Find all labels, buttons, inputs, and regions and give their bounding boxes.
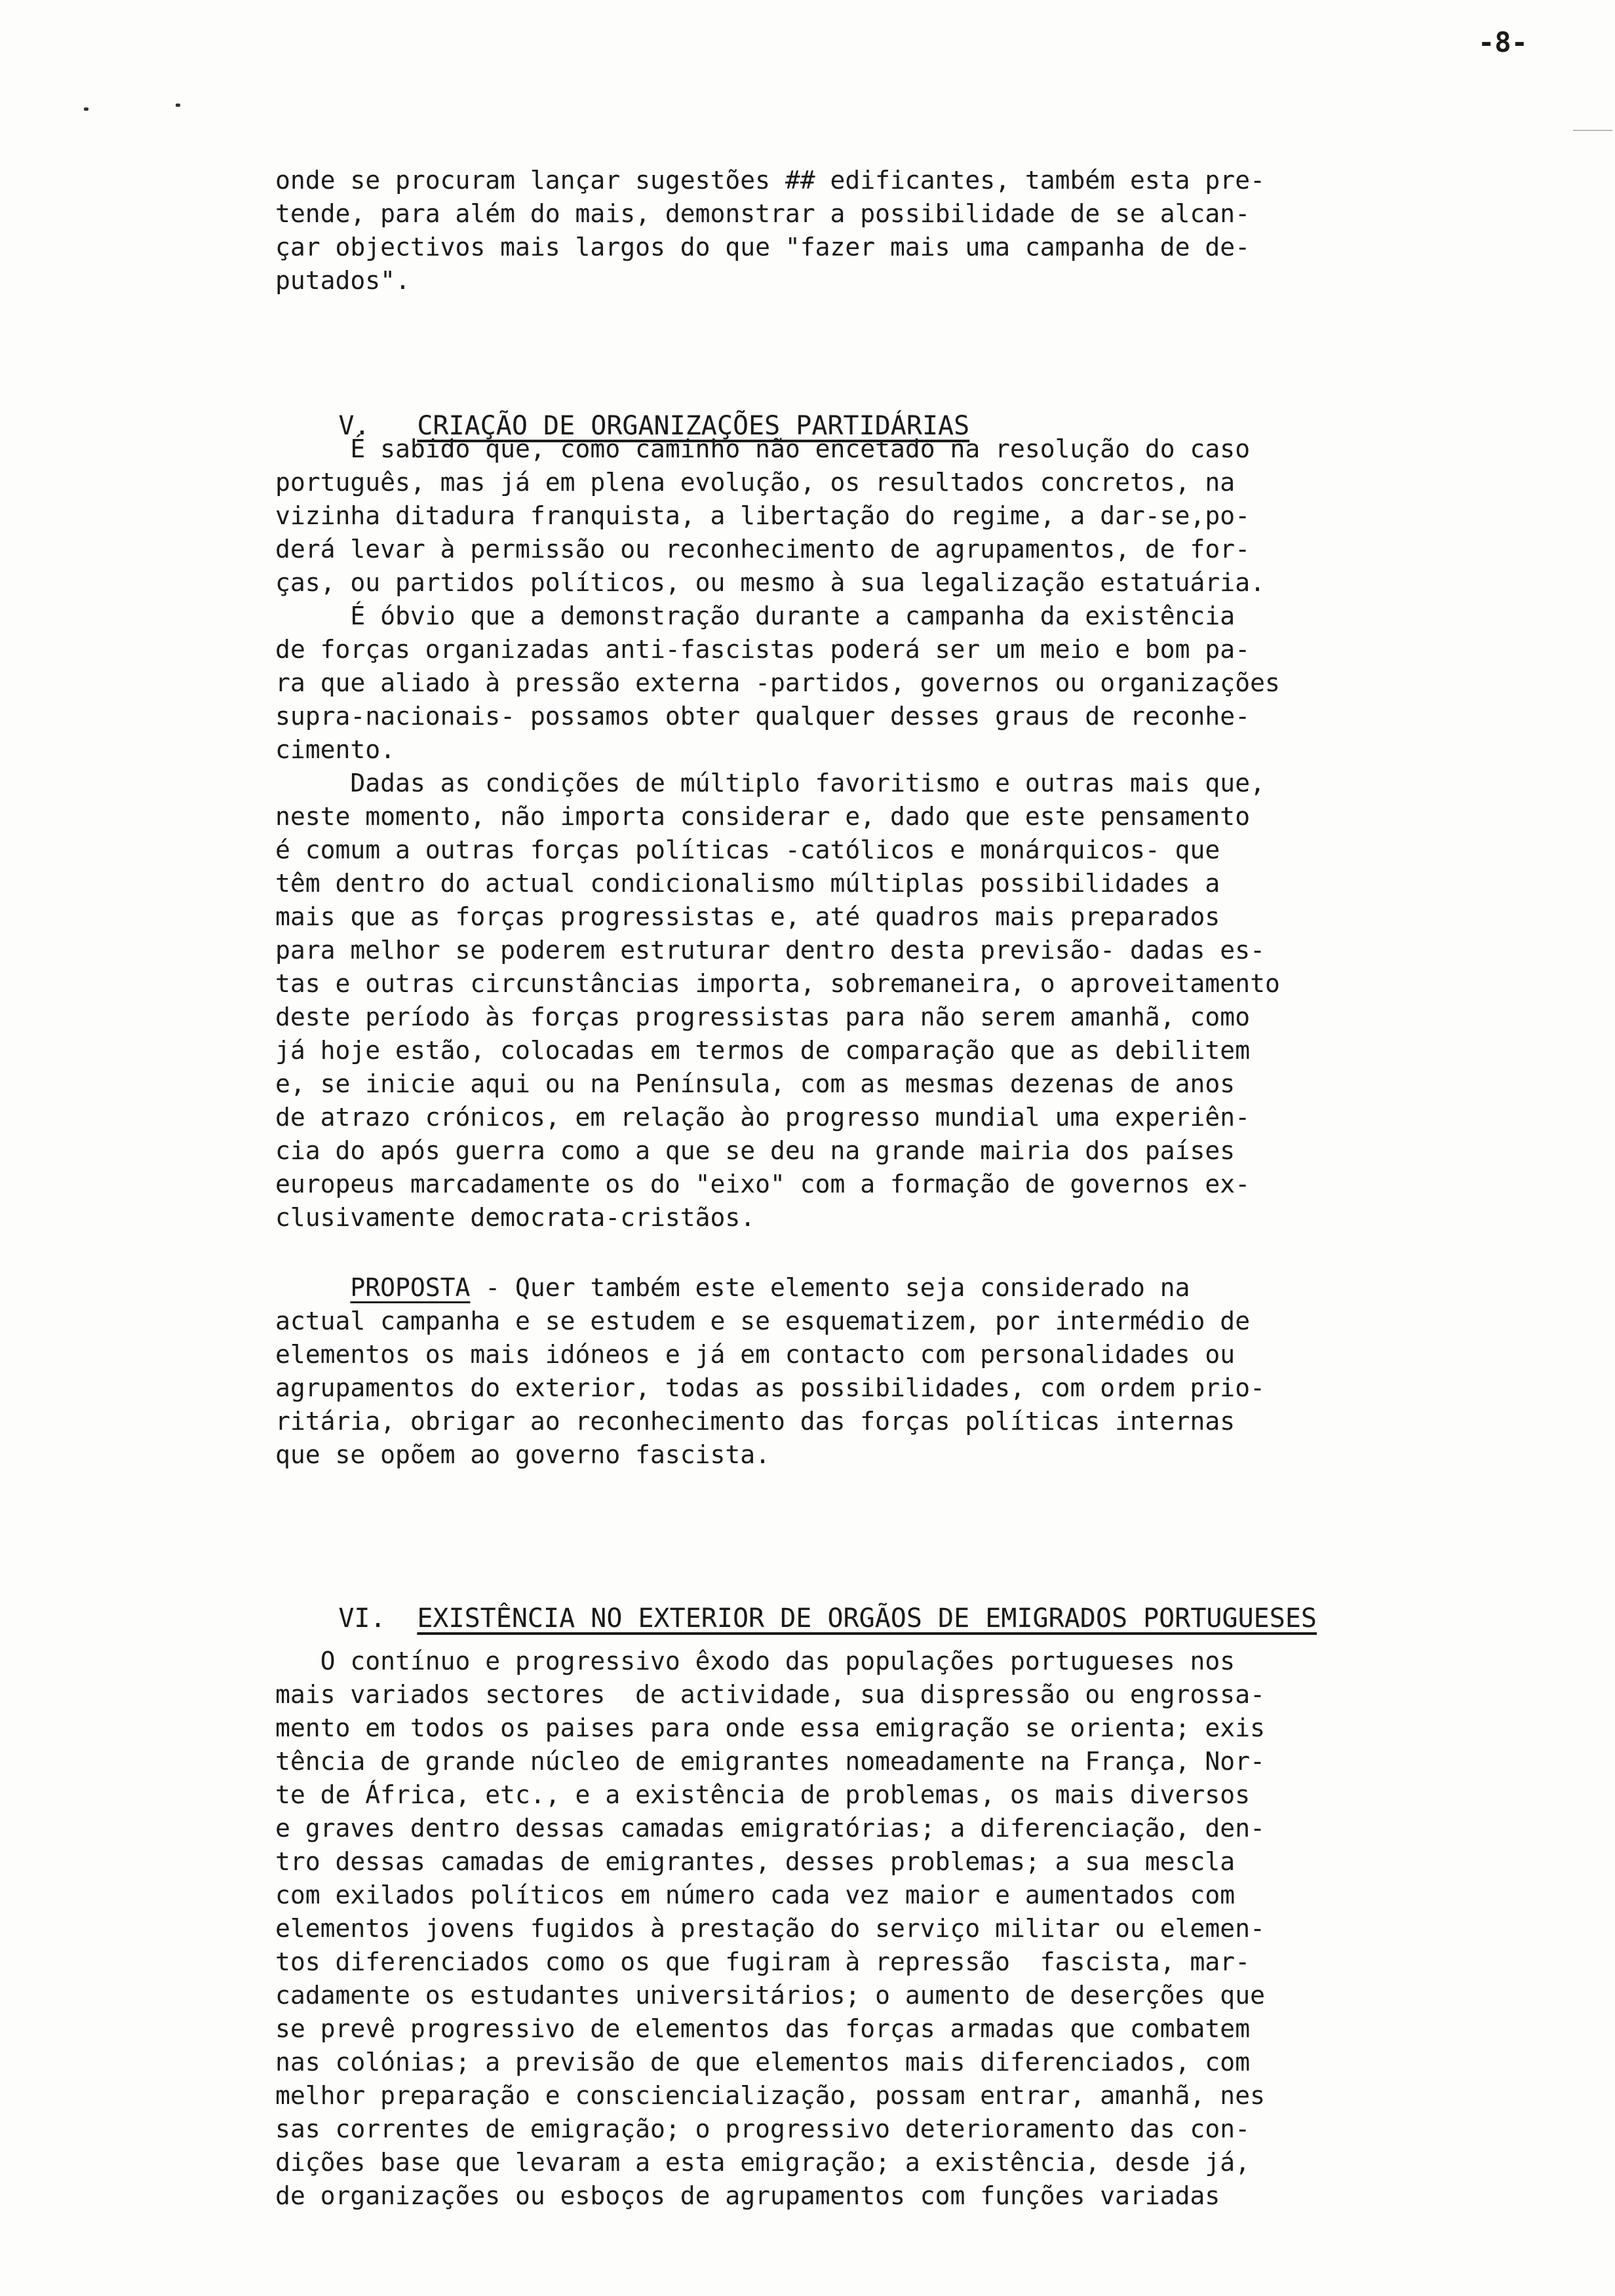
text-line: Dadas as condições de múltiplo favoritismo e outras mais que,	[275, 769, 1265, 797]
text-line: neste momento, não importa considerar e, dado que este pensamento	[275, 802, 1251, 831]
text-line: português, mas já em plena evolução, os resultados concretos, na	[275, 468, 1236, 497]
text-line: europeus marcadamente os do "eixo" com a formação de governos ex-	[275, 1170, 1251, 1198]
text-line: para melhor se poderem estruturar dentro desta previsão- dadas es-	[275, 936, 1265, 965]
text-line: tência de grande núcleo de emigrantes nomeadamente na França, Nor-	[275, 1747, 1265, 1776]
intro-paragraph	[275, 164, 1612, 297]
text-line: e graves dentro dessas camadas emigratórias; a diferenciação, den-	[275, 1814, 1265, 1843]
text-line: tende, para além do mais, demonstrar a possibilidade de se alcan-	[275, 199, 1251, 228]
proposta-paragraph	[275, 1271, 1612, 1472]
text-line: cia do após guerra como a que se deu na grande mairia dos países	[275, 1136, 1236, 1165]
section-title: EXISTÊNCIA NO EXTERIOR DE ORGÃOS DE EMIGRADOS PORTUGUESES	[417, 1603, 1317, 1634]
text-line: derá levar à permissão ou reconhecimento de agrupamentos, de for-	[275, 535, 1251, 564]
text-line: O contínuo e progressivo êxodo das populações portugueses nos	[275, 1647, 1236, 1675]
text-line: ritária, obrigar ao reconhecimento das forças políticas internas	[275, 1407, 1236, 1436]
section-heading-vi	[275, 1559, 1317, 1634]
text-line: ças, ou partidos políticos, ou mesmo à sua legalização estatuária.	[275, 568, 1265, 597]
text-line	[275, 1271, 1612, 1305]
text-line: É óbvio que a demonstração durante a campanha da existência	[275, 602, 1236, 630]
text-line: de forças organizadas anti-fascistas poderá ser um meio e bom pa-	[275, 635, 1251, 664]
text-line: tro dessas camadas de emigrantes, desses problemas; a sua mescla	[275, 1847, 1236, 1876]
text-line: dições base que levaram a esta emigração; a existência, desde já,	[275, 2148, 1251, 2177]
text-line: ra que aliado à pressão externa -partidos, governos ou organizações	[275, 668, 1280, 697]
proposta-label: PROPOSTA	[350, 1273, 471, 1302]
text-line: elementos os mais idóneos e já em contacto com personalidades ou	[275, 1340, 1236, 1369]
text-line: tos diferenciados como os que fugiram à repressão fascista, mar-	[275, 1947, 1251, 1976]
text-line: que se opõem ao governo fascista.	[275, 1440, 770, 1469]
text-line: e, se inicie aqui ou na Península, com as mesmas dezenas de anos	[275, 1069, 1236, 1098]
text-line: deste período às forças progressistas para não serem amanhã, como	[275, 1003, 1251, 1031]
text-line: elementos jovens fugidos à prestação do serviço militar ou elemen-	[275, 1914, 1265, 1943]
text-line: actual campanha e se estudem e se esquematizem, por intermédio de	[275, 1307, 1251, 1335]
text-line: clusivamente democrata-cristãos.	[275, 1203, 756, 1232]
text-line: têm dentro do actual condicionalismo múltiplas possibilidades a	[275, 869, 1220, 898]
section-vi-body	[275, 1645, 1612, 2213]
text-line: putados".	[275, 266, 410, 295]
scan-speck	[84, 107, 88, 111]
text-line: tas e outras circunstâncias importa, sobremaneira, o aproveitamento	[275, 969, 1280, 998]
text-line: com exilados políticos em número cada vez maior e aumentados com	[275, 1881, 1236, 1909]
text-line: melhor preparação e consciencialização, possam entrar, amanhã, nes	[275, 2081, 1265, 2110]
text-line: supra-nacionais- possamos obter qualquer desses graus de reconhe-	[275, 702, 1251, 731]
scan-speck	[176, 104, 180, 107]
section-number: VI.	[338, 1603, 386, 1634]
text-line: cimento.	[275, 735, 396, 764]
text-line: se prevê progressivo de elementos das forças armadas que combatem	[275, 2014, 1251, 2043]
text-line: de organizações ou esboços de agrupamentos com funções variadas	[275, 2181, 1220, 2210]
section-heading-v	[275, 367, 970, 441]
text-line: de atrazo crónicos, em relação ào progresso mundial uma experiên-	[275, 1103, 1251, 1132]
text-line: vizinha ditadura franquista, a libertação do regime, a dar-se,po-	[275, 501, 1251, 530]
text-line: já hoje estão, colocadas em termos de comparação que as debilitem	[275, 1036, 1251, 1065]
section-title: CRIAÇÃO DE ORGANIZAÇÕES PARTIDÁRIAS	[417, 411, 970, 441]
text-line: agrupamentos do exterior, todas as possibilidades, com ordem prio-	[275, 1373, 1265, 1402]
text-line: é comum a outras forças políticas -católicos e monárquicos- que	[275, 835, 1220, 864]
text-line: mento em todos os paises para onde essa emigração se orienta; exis	[275, 1713, 1265, 1742]
section-v-body	[275, 432, 1612, 1234]
text-line: É sabido que, como caminho não encetado na resolução do caso	[275, 434, 1251, 463]
text-line: sas correntes de emigração; o progressivo deterioramento das con-	[275, 2114, 1251, 2143]
text-line: nas colónias; a previsão de que elementos mais diferenciados, com	[275, 2048, 1251, 2076]
scan-line	[1573, 130, 1612, 131]
text-line: çar objectivos mais largos do que "fazer mais uma campanha de de-	[275, 233, 1251, 261]
text-line: mais que as forças progressistas e, até quadros mais preparados	[275, 902, 1220, 931]
text-line: te de África, etc., e a existência de problemas, os mais diversos	[275, 1780, 1251, 1809]
text-line: onde se procuram lançar sugestões ## edificantes, também esta pre-	[275, 166, 1265, 195]
page-number: -8-	[1478, 26, 1528, 58]
text-line: mais variados sectores de actividade, sua dispressão ou engrossa-	[275, 1680, 1265, 1709]
proposta-lead-text: - Quer também este elemento seja considerado na	[470, 1273, 1190, 1302]
section-number: V.	[338, 411, 370, 441]
text-line: cadamente os estudantes universitários; o aumento de deserções que	[275, 1981, 1265, 2010]
